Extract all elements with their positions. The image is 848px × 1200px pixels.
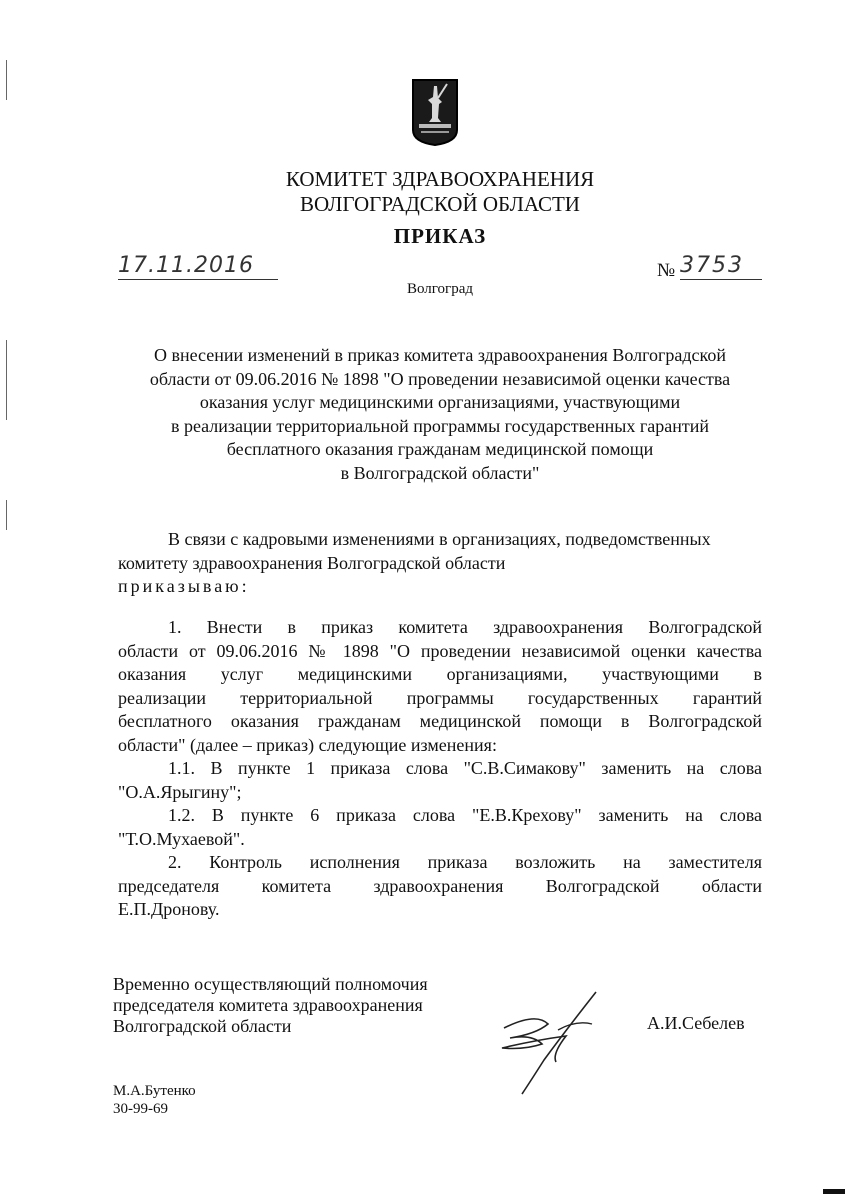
scan-corner-mark xyxy=(823,1189,845,1194)
order-word: приказываю: xyxy=(118,576,250,596)
preamble-line: В связи с кадровыми изменениями в организациях, подведомственных xyxy=(168,529,711,549)
subject-line: в Волгоградской области" xyxy=(340,462,540,483)
position-line: Временно осуществляющий полномочия xyxy=(113,974,428,994)
item-1-line: области от 09.06.2016 № 1898 "О проведении независимой оценки качества xyxy=(118,640,762,661)
signatory-name: А.И.Себелев xyxy=(647,1013,745,1033)
subject-line: в реализации территориальной программы государственных гарантий xyxy=(170,415,710,436)
city: Волгоград xyxy=(406,281,473,297)
item-1-line: 1. Внести в приказ комитета здравоохранения Волгоградской xyxy=(168,617,762,637)
org-name-line2: ВОЛГОГРАДСКОЙ ОБЛАСТИ xyxy=(300,192,580,216)
item-2-line: председателя комитета здравоохранения Волгоградской области xyxy=(118,875,762,896)
executor-phone: 30-99-69 xyxy=(113,1101,168,1117)
item-1-1-line: "О.А.Ярыгину"; xyxy=(118,781,242,802)
scan-edge-mark xyxy=(6,60,7,100)
item-2-line: 2. Контроль исполнения приказа возложить на заместителя xyxy=(168,852,762,872)
executor-name: М.А.Бутенко xyxy=(113,1083,196,1099)
item-1-2-line: "Т.О.Мухаевой". xyxy=(118,828,245,849)
preamble-line: комитету здравоохранения Волгоградской области xyxy=(118,552,506,573)
item-1-line: области" (далее – приказ) следующие изменения: xyxy=(118,734,497,755)
signatory-position xyxy=(113,974,533,1037)
subject-line: бесплатного оказания гражданам медицинской помощи xyxy=(226,439,654,459)
scan-edge-mark xyxy=(6,500,7,530)
subject-line: области от 09.06.2016 № 1898 "О проведении независимой оценки качества xyxy=(149,368,731,389)
item-1-2-line: 1.2. В пункте 6 приказа слова "Е.В.Крехову" заменить на слова xyxy=(168,805,762,825)
item-2-line: Е.П.Дронову. xyxy=(118,899,220,919)
org-name-line1: КОМИТЕТ ЗДРАВООХРАНЕНИЯ xyxy=(285,167,595,191)
order-items xyxy=(118,616,762,922)
document-date: 17.11.2016 xyxy=(118,253,278,280)
subject-line: оказания услуг медицинскими организациями, участвующими xyxy=(199,392,681,412)
subject-line: О внесении изменений в приказ комитета здравоохранения Волгоградской xyxy=(153,345,727,365)
scan-edge-mark xyxy=(6,340,7,420)
signature-icon xyxy=(496,990,606,1100)
document-type: ПРИКАЗ xyxy=(393,224,487,248)
document-subject xyxy=(95,344,785,485)
item-1-line: реализации территориальной программы государственных гарантий xyxy=(118,687,762,708)
preamble xyxy=(118,528,762,599)
document-number: 3753 xyxy=(680,253,762,280)
executor xyxy=(113,1082,196,1118)
item-1-line: оказания услуг медицинскими организациями, участвующими в xyxy=(118,664,762,684)
position-line: председателя комитета здравоохранения xyxy=(113,995,423,1015)
coat-of-arms-icon xyxy=(411,78,459,146)
number-label: № xyxy=(657,260,676,281)
position-line: Волгоградской области xyxy=(113,1016,292,1036)
item-1-line: бесплатного оказания гражданам медицинской помощи в Волгоградской xyxy=(118,711,762,731)
item-1-1-line: 1.1. В пункте 1 приказа слова "С.В.Симакову" заменить на слова xyxy=(168,758,762,778)
